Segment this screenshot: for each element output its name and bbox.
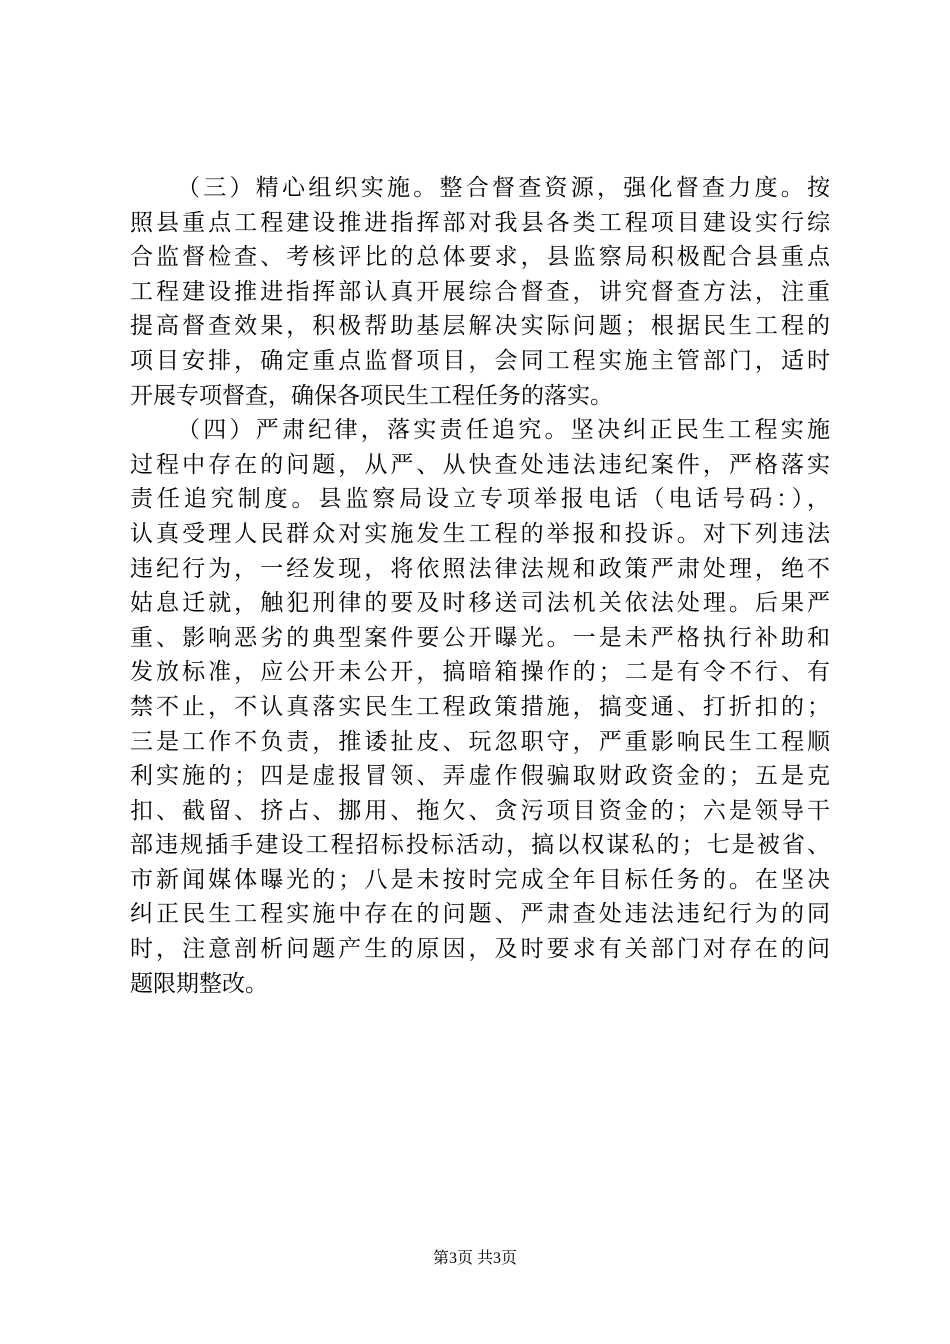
text-line: 项目安排，确定重点监督项目，会同工程实施主管部门，适时 xyxy=(130,347,830,374)
text-line: 扣、截留、挤占、挪用、拖欠、贪污项目资金的；六是领导干 xyxy=(130,797,830,824)
text-line: 重、影响恶劣的典型案件要公开曝光。一是未严格执行补助和 xyxy=(130,624,830,651)
text-line: 责任追究制度。县监察局设立专项举报电话（电话号码：）， xyxy=(130,486,830,513)
page-number-label: 第3页 共3页 xyxy=(432,1250,517,1267)
text-line: （三）精心组织实施。整合督查资源，强化督查力度。按 xyxy=(177,175,830,201)
text-line: 三是工作不负责，推诿扯皮、玩忽职守，严重影响民生工程顺 xyxy=(130,728,830,755)
text-line: 时，注意剖析问题产生的原因，及时要求有关部门对存在的问 xyxy=(130,936,830,963)
text-line: 工程建设推进指挥部认真开展综合督查，讲究督查方法，注重 xyxy=(130,278,830,305)
text-line: 认真受理人民群众对实施发生工程的举报和投诉。对下列违法 xyxy=(130,520,830,547)
text-line: 市新闻媒体曝光的；八是未按时完成全年目标任务的。在坚决 xyxy=(130,866,830,893)
text-line: 纠正民生工程实施中存在的问题、严肃查处违法违纪行为的同 xyxy=(130,901,830,928)
text-line: 违纪行为，一经发现，将依照法律法规和政策严肃处理，绝不 xyxy=(130,555,830,582)
text-line: 部违规插手建设工程招标投标活动，搞以权谋私的；七是被省、 xyxy=(130,832,830,859)
text-line: 姑息迁就，触犯刑律的要及时移送司法机关依法处理。后果严 xyxy=(130,590,830,617)
paragraph-section-3 xyxy=(130,171,830,413)
text-line: 过程中存在的问题，从严、从快查处违法违纪案件，严格落实 xyxy=(130,451,830,478)
text-line: （四）严肃纪律，落实责任追究。坚决纠正民生工程实施 xyxy=(177,417,830,444)
page-footer xyxy=(0,1245,950,1268)
text-line: 利实施的；四是虚报冒领、弄虚作假骗取财政资金的；五是克 xyxy=(130,763,830,790)
text-line: 开展专项督查，确保各项民生工程任务的落实。 xyxy=(130,382,613,409)
text-line: 发放标准，应公开未公开，搞暗箱操作的；二是有令不行、有 xyxy=(130,659,830,686)
text-line: 提高督查效果，积极帮助基层解决实际问题；根据民生工程的 xyxy=(130,313,830,340)
text-line: 禁不止，不认真落实民生工程政策措施，搞变通、打折扣的； xyxy=(130,693,830,720)
document-body xyxy=(130,171,830,1001)
paragraph-section-4 xyxy=(130,413,830,1001)
text-line: 题限期整改。 xyxy=(130,970,268,997)
text-line: 合监督检查、考核评比的总体要求，县监察局积极配合县重点 xyxy=(130,244,830,271)
text-line: 照县重点工程建设推进指挥部对我县各类工程项目建设实行综 xyxy=(130,209,830,236)
